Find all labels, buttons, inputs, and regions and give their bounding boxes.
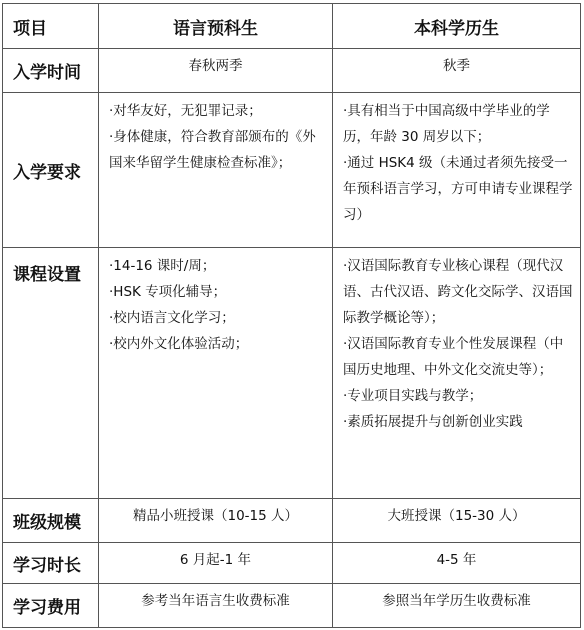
row-fees	[3, 584, 581, 628]
header-item: 项目	[3, 4, 99, 49]
comparison-table	[2, 3, 581, 628]
row-curriculum	[3, 248, 581, 499]
cell-degree: 参照当年学历生收费标准	[333, 584, 581, 628]
list-item: ·对华友好，无犯罪记录；	[109, 103, 262, 119]
cell-prep: 精品小班授课（10-15 人）	[99, 499, 333, 543]
header-row	[3, 4, 581, 49]
header-prep: 语言预科生	[99, 4, 333, 49]
row-label: 入学时间	[3, 49, 99, 93]
cell-prep	[99, 248, 333, 499]
list-item: ·素质拓展提升与创新创业实践	[343, 414, 523, 430]
header-degree: 本科学历生	[333, 4, 581, 49]
list-item: ·校内外文化体验活动；	[109, 336, 249, 352]
row-label: 班级规模	[3, 499, 99, 543]
cell-prep: 6 月起-1 年	[99, 543, 333, 584]
cell-degree	[333, 248, 581, 499]
cell-degree	[333, 93, 581, 248]
row-label: 学习时长	[3, 543, 99, 584]
row-label: 入学要求	[3, 93, 99, 248]
row-duration	[3, 543, 581, 584]
list-item: ·校内语言文化学习；	[109, 310, 235, 326]
row-label: 学习费用	[3, 584, 99, 628]
list-item: ·通过 HSK4 级（未通过者须先接受一年预科语言学习，方可申请专业课程学习）	[343, 155, 573, 223]
cell-prep: 春秋两季	[99, 49, 333, 93]
cell-degree: 秋季	[333, 49, 581, 93]
list-item: ·身体健康，符合教育部颁布的《外国来华留学生健康检查标准》；	[109, 129, 316, 171]
list-item: ·14-16 课时/周；	[109, 258, 216, 274]
row-enroll-time	[3, 49, 581, 93]
list-item: ·专业项目实践与教学；	[343, 388, 483, 404]
list-item: ·汉语国际教育专业个性发展课程（中国历史地理、中外文化交流史等）；	[343, 336, 564, 378]
list-item: ·汉语国际教育专业核心课程（现代汉语、古代汉语、跨文化交际学、汉语国际教学概论等）；	[343, 258, 573, 326]
row-requirements	[3, 93, 581, 248]
row-label: 课程设置	[3, 248, 99, 499]
cell-prep: 参考当年语言生收费标准	[99, 584, 333, 628]
cell-degree: 大班授课（15-30 人）	[333, 499, 581, 543]
list-item: ·HSK 专项化辅导；	[109, 284, 227, 300]
cell-prep	[99, 93, 333, 248]
list-item: ·具有相当于中国高级中学毕业的学历，年龄 30 周岁以下；	[343, 103, 550, 145]
cell-degree: 4-5 年	[333, 543, 581, 584]
row-class-size	[3, 499, 581, 543]
